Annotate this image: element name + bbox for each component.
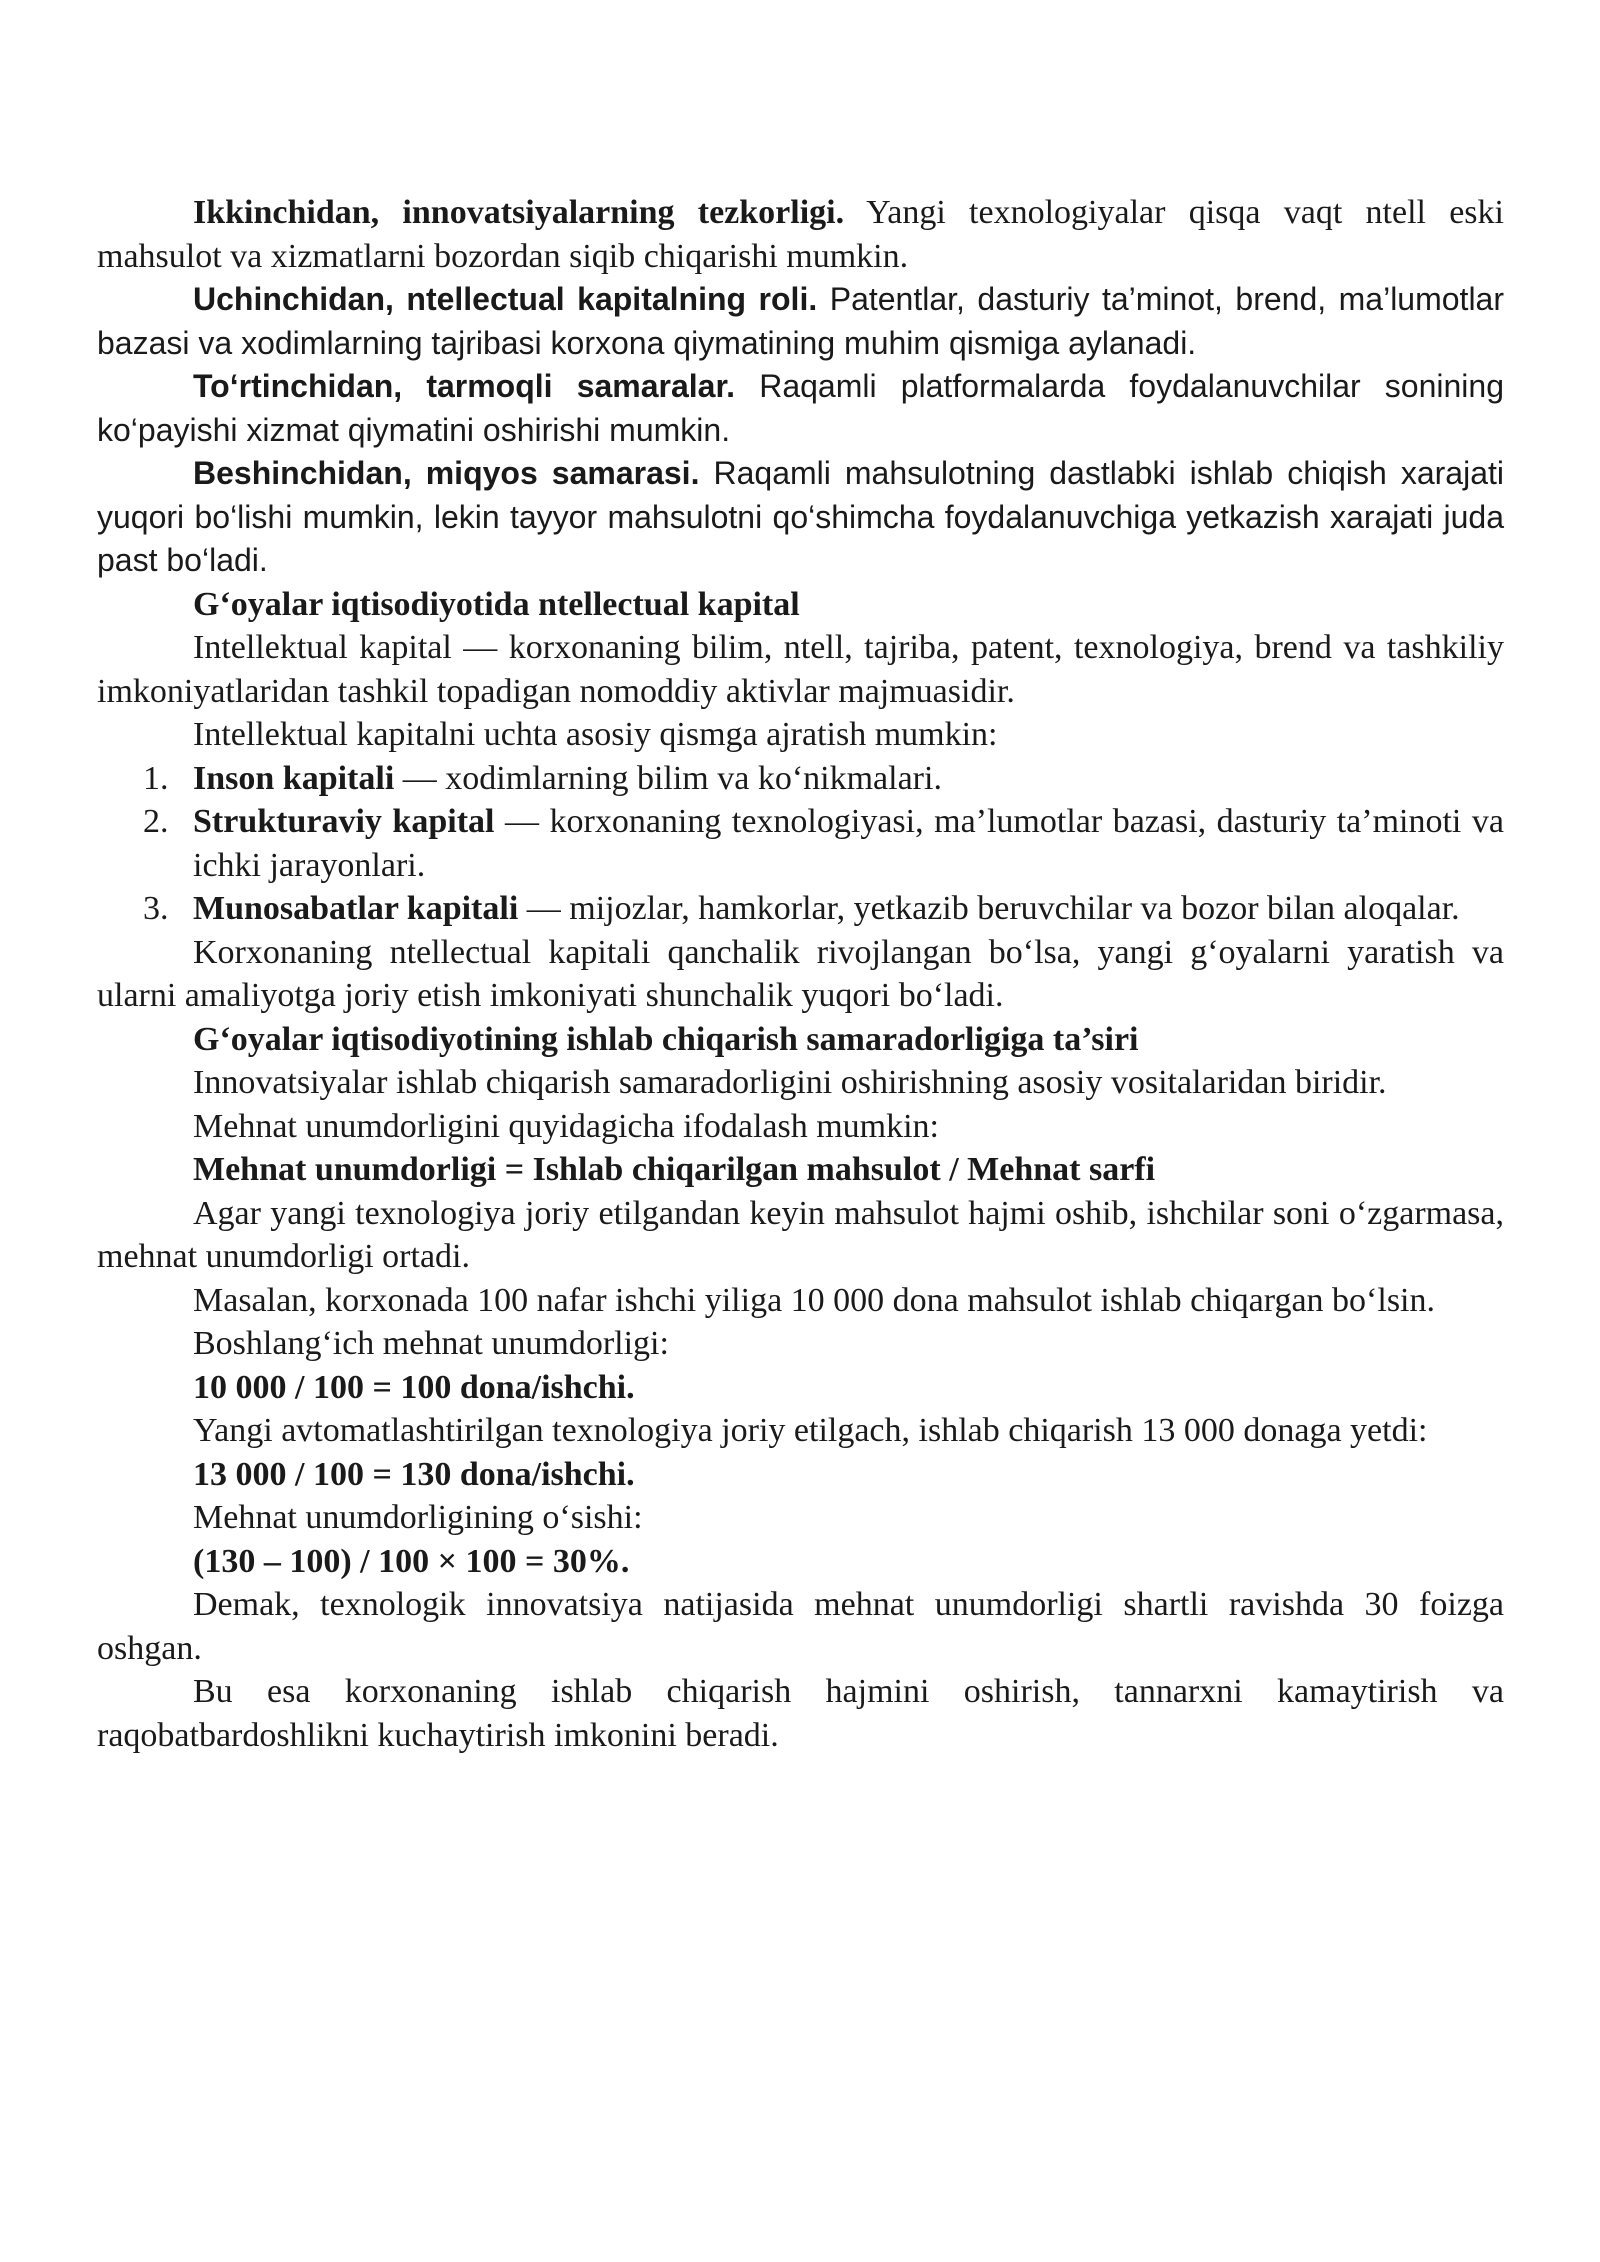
paragraph-list-intro: Intellektual kapitalni uchta asosiy qismga ajratish mumkin: (193, 716, 998, 753)
paragraph-lead: Uchinchidan, ntellectual kapitalning roli. (193, 281, 818, 317)
formula-labor-productivity: Mehnat unumdorligi = Ishlab chiqarilgan mahsulot / Mehnat sarfi (193, 1151, 1156, 1188)
paragraph-initial-productivity: Boshlang‘ich mehnat unumdorligi: (193, 1325, 669, 1362)
list-desc: — xodimlarning bilim va ko‘nikmalari. (394, 759, 942, 797)
list-desc: — mijozlar, hamkorlar, yetkazib beruvchilar va bozor bilan aloqalar. (518, 890, 1460, 927)
paragraph-capital-conclusion: Korxonaning ntellectual kapitali qanchalik rivojlangan bo‘lsa, yangi g‘oyalarni yaratish va ularni amaliyotga joriy etish imkoniyati shunchalik yuqori bo‘ladi. (97, 933, 1504, 1014)
paragraph-innovation-tools: Innovatsiyalar ishlab chiqarish samaradorligini oshirishning asosiy vositalaridan biridir. (193, 1064, 1387, 1101)
calculation-initial: 10 000 / 100 = 100 dona/ishchi. (193, 1368, 635, 1406)
paragraph-network-effects (97, 365, 1504, 452)
paragraph-result: Demak, texnologik innovatsiya natijasida mehnat unumdorligi shartli ravishda 30 foizga oshgan. (97, 1586, 1504, 1667)
calculation-new: 13 000 / 100 = 130 dona/ishchi. (193, 1455, 635, 1493)
list-term: Inson kapitali (193, 759, 395, 797)
list-term: Strukturaviy kapital (193, 803, 495, 840)
list-item (97, 887, 1504, 931)
paragraph-productivity-growth: Agar yangi texnologiya joriy etilgandan keyin mahsulot hajmi oshib, ishchilar soni o‘zgarmasa, mehnat unumdorligi ortadi. (97, 1194, 1504, 1275)
section-heading-intellectual-capital: G‘oyalar iqtisodiyotida ntellectual kapital (193, 585, 800, 623)
paragraph-intellectual-capital-role (97, 278, 1504, 365)
paragraph-text: Yangi texnologiyalar qisqa vaqt ntell eski mahsulot va xizmatlarni bozordan siqib chiqarishi mumkin. (97, 194, 1504, 275)
paragraph-lead: Ikkinchidan, innovatsiyalarning tezkorligi. (193, 194, 845, 231)
paragraph-definition: Intellektual kapital — korxonaning bilim, ntell, tajriba, patent, texnologiya, brend va tashkiliy imkoniyatlaridan tashkil topadigan nomoddiy aktivlar majmuasidir. (97, 629, 1504, 710)
section-heading-productivity: G‘oyalar iqtisodiyotining ishlab chiqarish samaradorligiga ta’siri (193, 1020, 1139, 1058)
paragraph-text: Raqamli platformalarda foydalanuvchilar sonining ko‘payishi xizmat qiymatini oshirishi mumkin. (97, 368, 1505, 448)
paragraph-growth-label: Mehnat unumdorligining o‘sishi: (193, 1499, 643, 1536)
list-item (97, 800, 1504, 887)
paragraph-example: Masalan, korxonada 100 nafar ishchi yiliga 10 000 dona mahsulot ishlab chiqargan bo‘lsin. (193, 1281, 1435, 1319)
paragraph-new-technology: Yangi avtomatlashtirilgan texnologiya joriy etilgach, ishlab chiqarish 13 000 donaga yetdi: (193, 1412, 1428, 1449)
list-item (97, 757, 1504, 801)
calculation-growth: (130 – 100) / 100 × 100 = 30%. (193, 1542, 630, 1580)
paragraph-formula-intro: Mehnat unumdorligini quyidagicha ifodalash mumkin: (193, 1107, 939, 1145)
list-number: 1. (143, 759, 169, 797)
paragraph-text: Patentlar, dasturiy ta’minot, brend, ma’lumotlar bazasi va xodimlarning tajribasi korxona qiymatining muhim qismiga aylanadi. (97, 281, 1505, 361)
paragraph-final: Bu esa korxonaning ishlab chiqarish hajmini oshirish, tannarxni kamaytirish va raqobatbardoshlikni kuchaytirish imkonini beradi. (97, 1673, 1504, 1754)
list-term: Munosabatlar kapitali (193, 890, 519, 927)
paragraph-scale-effect (97, 452, 1504, 583)
paragraph-lead: To‘rtinchidan, tarmoqli samaralar. (193, 368, 736, 404)
list-number: 3. (143, 890, 169, 927)
capital-components-list (97, 757, 1504, 931)
paragraph-innovation-speed (97, 191, 1504, 278)
list-number: 2. (143, 803, 169, 840)
list-desc: — korxonaning texnologiyasi, ma’lumotlar bazasi, dasturiy ta’minoti va ichki jarayonlari. (193, 803, 1504, 884)
paragraph-lead: Beshinchidan, miqyos samarasi. (193, 455, 700, 491)
paragraph-text: Raqamli mahsulotning dastlabki ishlab chiqish xarajati yuqori bo‘lishi mumkin, lekin tayyor mahsulotni qo‘shimcha foydalanuvchiga yetkazish xarajati juda past bo‘ladi. (97, 455, 1505, 578)
